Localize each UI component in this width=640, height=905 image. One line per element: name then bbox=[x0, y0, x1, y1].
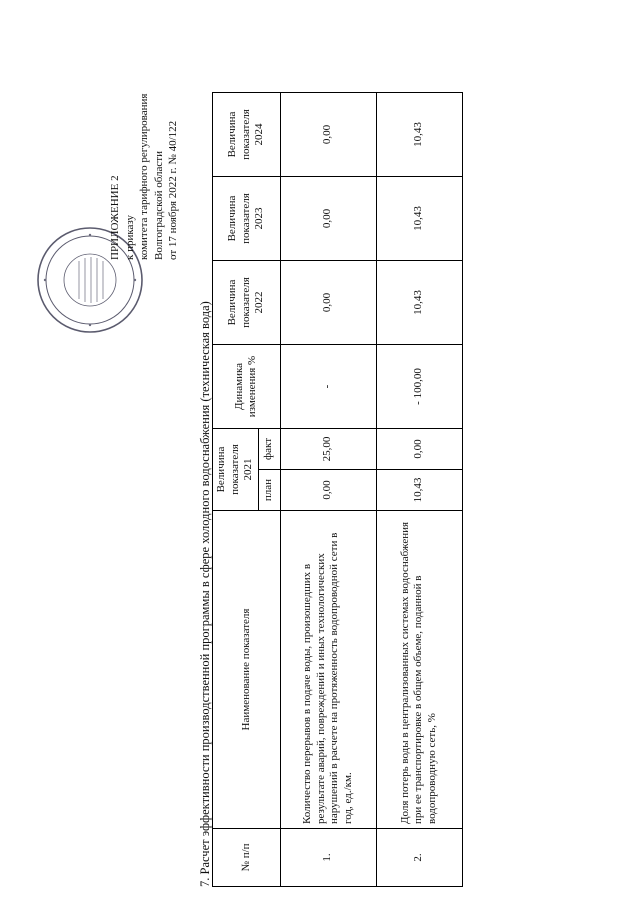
row-2022: 10,43 bbox=[376, 261, 462, 345]
row-2023: 0,00 bbox=[280, 177, 376, 261]
header-2024: Величина показателя 2024 bbox=[213, 93, 281, 177]
header-line-5: от 17 ноября 2022 г. № 40/122 bbox=[167, 120, 179, 260]
header-num: № п/п bbox=[213, 829, 281, 887]
row-plan: 10,43 bbox=[376, 470, 462, 511]
row-plan: 0,00 bbox=[280, 470, 376, 511]
appendix-header bbox=[108, 94, 181, 260]
header-dynamics: Динамика изменения % bbox=[213, 345, 281, 429]
row-name: Количество перерывов в подаче воды, произошедших в результате аварий, повреждений и иных технологических нарушений в расчете на протяженность водопроводной сети в год, ед./км. bbox=[280, 511, 376, 829]
table-header-row bbox=[213, 93, 259, 887]
table-row bbox=[376, 93, 462, 887]
row-num: 1. bbox=[280, 829, 376, 887]
row-2023: 10,43 bbox=[376, 177, 462, 261]
row-dynamics: - bbox=[280, 345, 376, 429]
row-num: 2. bbox=[376, 829, 462, 887]
header-2021: Величина показателя 2021 bbox=[213, 429, 259, 511]
header-line-3: комитета тарифного регулирования bbox=[138, 93, 150, 260]
row-name: Доля потерь воды в централизованных системах водоснабжения при ее транспортировке в общем объеме, поданной в водопроводную сеть, % bbox=[376, 511, 462, 829]
row-dynamics: - 100,00 bbox=[376, 345, 462, 429]
header-line-1: ПРИЛОЖЕНИЕ 2 bbox=[109, 175, 121, 260]
table-row bbox=[280, 93, 376, 887]
header-line-4: Волгоградской области bbox=[152, 151, 165, 260]
header-2022: Величина показателя 2022 bbox=[213, 261, 281, 345]
row-2024: 10,43 bbox=[376, 93, 462, 177]
header-fact: факт bbox=[258, 429, 280, 470]
row-2024: 0,00 bbox=[280, 93, 376, 177]
row-2022: 0,00 bbox=[280, 261, 376, 345]
row-fact: 25,00 bbox=[280, 429, 376, 470]
header-2023: Величина показателя 2023 bbox=[213, 177, 281, 261]
efficiency-table bbox=[212, 92, 463, 887]
header-line-2: к приказу bbox=[123, 214, 136, 260]
row-fact: 0,00 bbox=[376, 429, 462, 470]
section-title: 7. Расчет эффективности производственной программы в сфере холодного водоснабжения (техническая вода) bbox=[198, 301, 212, 887]
header-plan: план bbox=[258, 470, 280, 511]
header-name: Наименование показателя bbox=[213, 511, 281, 829]
